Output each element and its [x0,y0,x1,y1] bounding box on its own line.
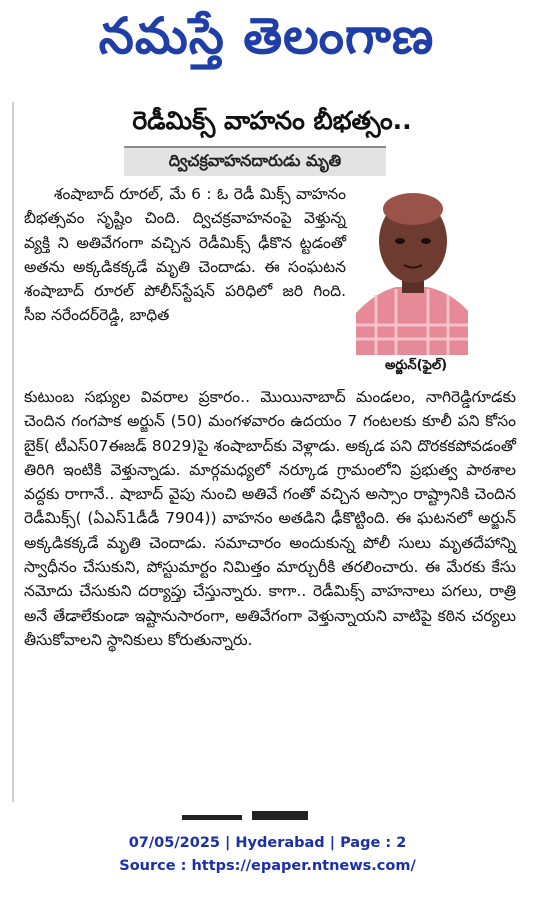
article-headline: రెడీమిక్స్ వాహనం బీభత్సం.. [132,106,412,135]
article-paragraph-top: శంషాబాద్ రూరల్, మే 6 : ఓ రెడీ మిక్స్ వాహనం బీభత్సవం సృష్టిం చింది. ద్విచక్రవాహనంపై వెళ్తున్న వ్యక్తి ని అతివేగంగా వచ్చిన రెడీమిక్స్ ఢీకొన ట్టడంతో అతను అక్కడికక్కడే మృతి చెందాడు. ఈ సంఘటన శంషాబాద్ రూరల్ పోలీస్‌స్టేషన్ పరిధిలో జరి గింది. సీఐ నరేందర్‌రెడ్డి, బాధిత [24,185,346,325]
newspaper-clipping [2,2,531,820]
footer-date-edition: 07/05/2025 | Hyderabad | Page : 2 [128,835,407,851]
masthead-title: నమస్తే తెలంగాణ [98,6,435,65]
article-subheadline: ద్విచక్రవాహనదారుడు మృతి [168,150,342,170]
subheadline-box [124,146,386,176]
source-footer [0,832,535,878]
article-paragraph-bottom: కుటుంబ సభ్యుల వివరాల ప్రకారం.. మొయినాబాద్ మండలం, నాగిరెడ్డిగూడకు చెందిన గంగపాక అర్జున్ (50) మంగళవారం ఉదయం 7 గంటలకు కూలీ పని కోసం బైక్( టీఎస్07ఈజడ్ 8029)పై శంషాబాద్‌కు వెళ్లాడు. అక్కడ పని దొరకకపోవడంతో తిరిగి ఇంటికి వెళ్తున్నాడు. మార్గమధ్యలో నర్కూడ గ్రామంలోని ప్రభుత్వ పాఠశాల వద్దకు రాగానే.. షాబాద్ వైపు నుంచి అతివే గంతో వచ్చిన అస్సాం రాష్ట్రానికి చెందిన రెడీమిక్స్( (ఏఎస్1డీడీ 7904)) వాహనం అతడిని ఢీకొట్టింది. ఈ ఘటనలో అర్జున్ అక్కడికక్కడే మృతి చెందాడు. సమాచారం అందుకున్న పోలీ సులు మృతదేహాన్ని స్వాధీనం చేసుకుని, పోస్టుమార్టం నిమిత్తం మార్చురీకి తరలించారు. ఈ మేరకు కేసు నమోదు చేసుకుని దర్యాప్తు చేస్తున్నారు. కాగా.. రెడీమిక్స్ వాహనాలు పగలు, రాత్రి అనే తేడాలేకుండా ఇష్టానుసారంగా, అతివేగంగా వెళ్తున్నాయని వాటిపై కఠిన చర్యలు తీసుకోవాలని స్థానికులు కోరుతున్నారు. [24,388,516,649]
column-rule [12,102,14,802]
cut-off-next-headline [170,805,330,820]
photo-caption: అర్జున్(ఫైల్) [384,358,448,373]
victim-photo [356,185,468,355]
footer-source-link[interactable]: Source : https://epaper.ntnews.com/ [119,858,416,874]
masthead [2,2,531,82]
